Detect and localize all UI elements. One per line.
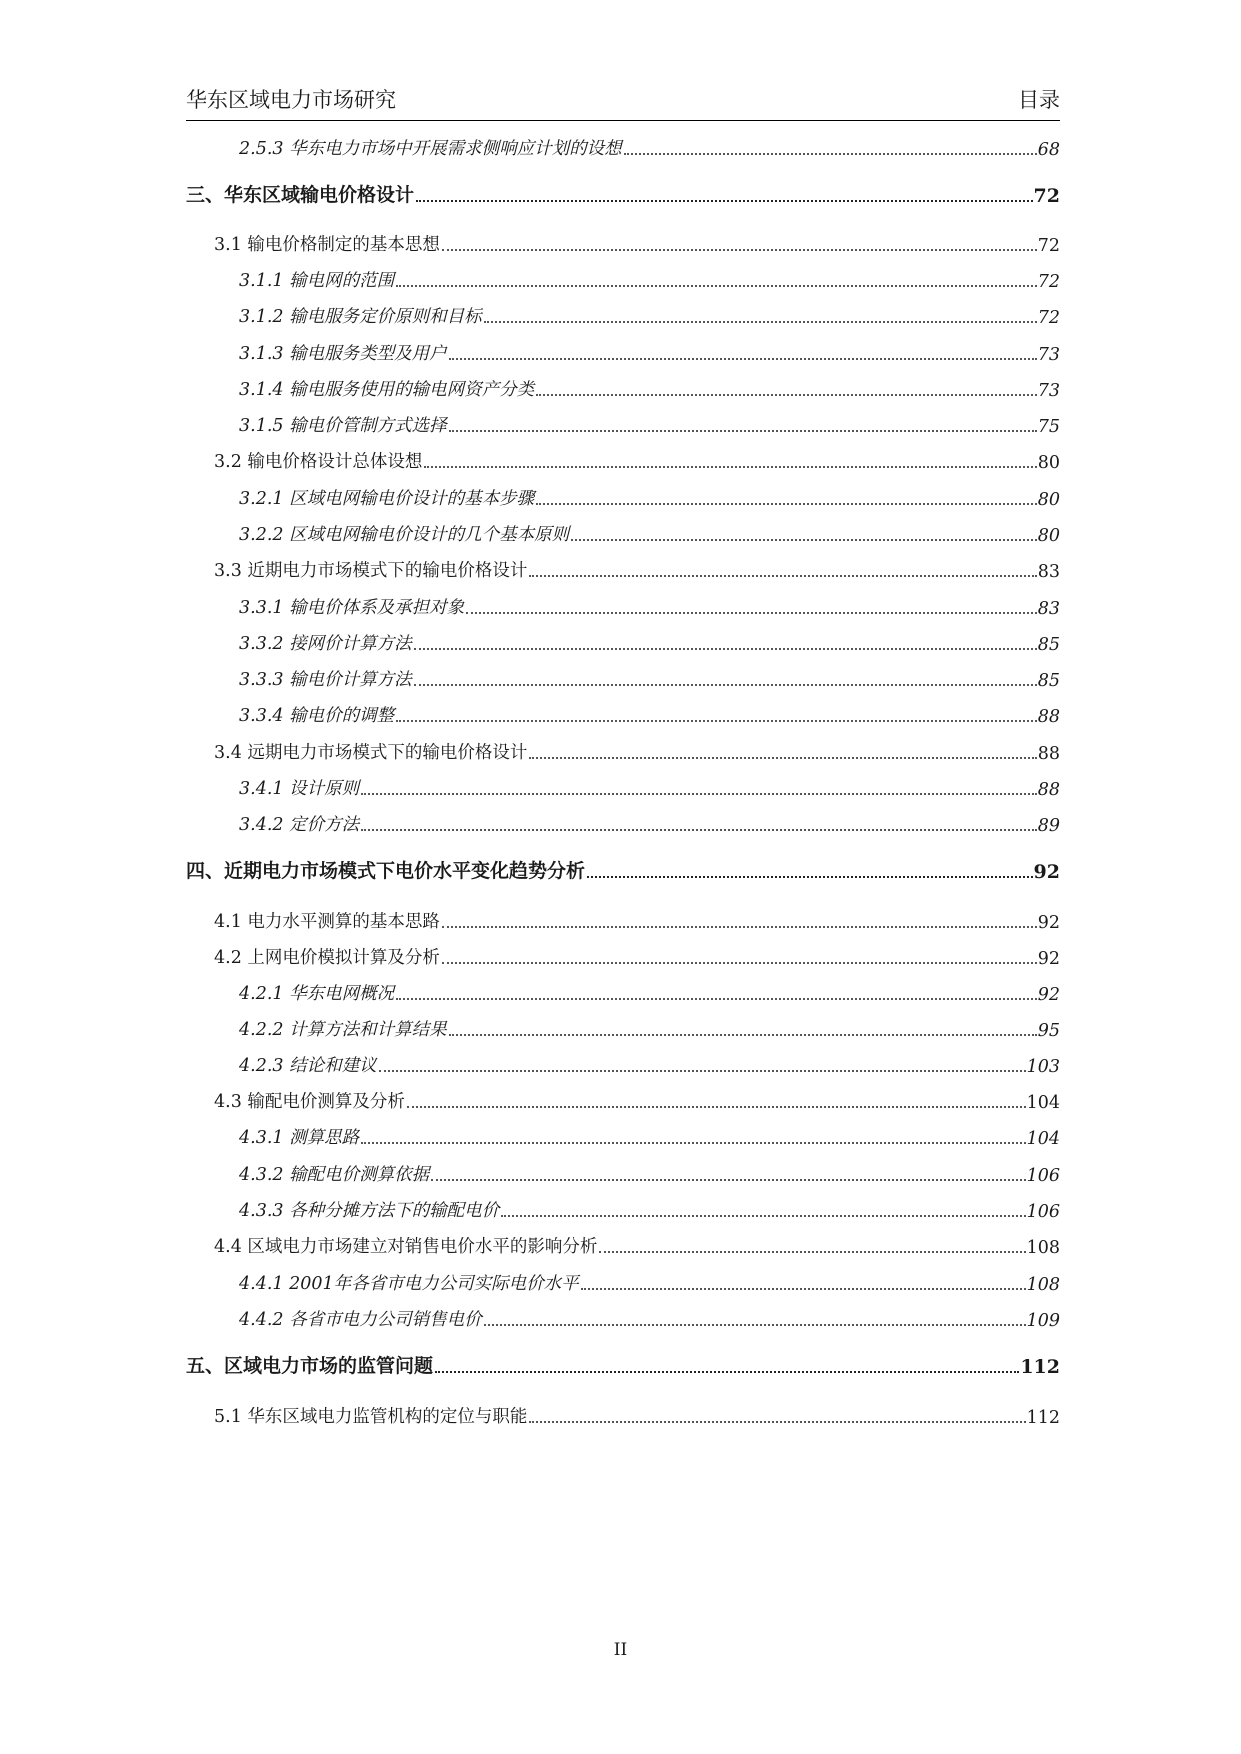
toc-entry-page: 85 <box>1037 635 1060 655</box>
toc-entry-label: 4.3.2 输配电价测算依据 <box>239 1165 430 1185</box>
toc-entry[interactable] <box>186 903 1060 933</box>
toc-entry-page: 83 <box>1037 599 1060 619</box>
toc-entry[interactable] <box>186 1348 1060 1378</box>
toc-entry[interactable] <box>186 1228 1060 1258</box>
dot-leader <box>529 1420 1025 1423</box>
toc-entry-page: 75 <box>1037 417 1060 437</box>
dot-leader <box>361 1141 1026 1144</box>
toc-entry-label: 3.3.4 输电价的调整 <box>239 706 395 726</box>
toc-entry[interactable] <box>186 1398 1060 1428</box>
toc-entry-page: 89 <box>1037 816 1060 836</box>
toc-entry[interactable] <box>186 552 1060 582</box>
toc-entry-label: 4.4 区域电力市场建立对销售电价水平的影响分析 <box>214 1237 598 1257</box>
toc-entry-label: 5.1 华东区域电力监管机构的定位与职能 <box>214 1407 528 1427</box>
toc-entry[interactable] <box>186 853 1060 883</box>
toc-entry-page: 72 <box>1033 185 1060 207</box>
toc-entry[interactable] <box>186 975 1060 1005</box>
running-header <box>186 84 1060 121</box>
dot-leader <box>501 1214 1026 1217</box>
toc-entry-page: 72 <box>1037 308 1060 328</box>
dot-leader <box>442 248 1037 251</box>
toc-entry[interactable] <box>186 1083 1060 1113</box>
dot-leader <box>536 502 1037 505</box>
toc-entry-label: 4.2.3 结论和建议 <box>239 1056 377 1076</box>
toc-entry-label: 3.3.3 输电价计算方法 <box>239 670 412 690</box>
toc-entry-label: 四、近期电力市场模式下电价水平变化趋势分析 <box>186 860 586 882</box>
toc-entry-page: 109 <box>1026 1311 1060 1331</box>
dot-leader <box>536 393 1037 396</box>
toc-entry[interactable] <box>186 130 1060 160</box>
dot-leader <box>484 1323 1026 1326</box>
toc-entry-page: 92 <box>1033 861 1060 883</box>
toc-entry[interactable] <box>186 1011 1060 1041</box>
toc-entry-label: 3.2.1 区域电网输电价设计的基本步骤 <box>239 489 535 509</box>
toc-entry-label: 五、区域电力市场的监管问题 <box>186 1355 434 1377</box>
toc-entry-page: 92 <box>1037 913 1060 933</box>
dot-leader <box>581 1287 1026 1290</box>
toc-entry-label: 3.3.1 输电价体系及承担对象 <box>239 598 465 618</box>
toc-entry[interactable] <box>186 661 1060 691</box>
toc-entry-page: 112 <box>1020 1356 1060 1378</box>
toc-entry-page: 92 <box>1037 949 1060 969</box>
dot-leader <box>449 429 1037 432</box>
dot-leader <box>416 199 1033 202</box>
toc-entry-label: 4.1 电力水平测算的基本思路 <box>214 912 440 932</box>
toc-entry-label: 3.2.2 区域电网输电价设计的几个基本原则 <box>239 525 570 545</box>
toc-entry-label: 3.4.2 定价方法 <box>239 815 360 835</box>
toc-entry[interactable] <box>186 516 1060 546</box>
toc-entry[interactable] <box>186 939 1060 969</box>
toc-entry-label: 3.3.2 接网价计算方法 <box>239 634 412 654</box>
toc-entry[interactable] <box>186 298 1060 328</box>
dot-leader <box>407 1105 1026 1108</box>
toc-entry-page: 73 <box>1037 345 1060 365</box>
toc-entry-page: 88 <box>1037 744 1060 764</box>
toc-entry-label: 4.3 输配电价测算及分析 <box>214 1092 405 1112</box>
toc-entry[interactable] <box>186 770 1060 800</box>
toc-entry[interactable] <box>186 371 1060 401</box>
toc-entry-page: 95 <box>1037 1021 1060 1041</box>
toc-entry-page: 106 <box>1026 1202 1060 1222</box>
dot-leader <box>396 719 1037 722</box>
toc-entry-label: 3.1.3 输电服务类型及用户 <box>239 344 447 364</box>
dot-leader <box>442 961 1037 964</box>
toc-entry[interactable] <box>186 1156 1060 1186</box>
toc-entry[interactable] <box>186 335 1060 365</box>
dot-leader <box>379 1069 1026 1072</box>
dot-leader <box>624 152 1037 155</box>
toc-entry-page: 103 <box>1026 1057 1060 1077</box>
toc-entry[interactable] <box>186 1265 1060 1295</box>
toc-entry-label: 3.3 近期电力市场模式下的输电价格设计 <box>214 561 528 581</box>
toc-entry-label: 4.4.2 各省市电力公司销售电价 <box>239 1310 482 1330</box>
dot-leader <box>414 647 1037 650</box>
toc-entry-label: 3.1.2 输电服务定价原则和目标 <box>239 307 482 327</box>
toc-entry-label: 3.1.4 输电服务使用的输电网资产分类 <box>239 380 535 400</box>
toc-entry[interactable] <box>186 1192 1060 1222</box>
dot-leader <box>571 538 1037 541</box>
toc-entry-page: 106 <box>1026 1166 1060 1186</box>
toc-entry-page: 68 <box>1037 140 1060 160</box>
dot-leader <box>449 357 1037 360</box>
toc-entry-page: 108 <box>1026 1275 1060 1295</box>
toc-entry-page: 83 <box>1037 562 1060 582</box>
toc-entry[interactable] <box>186 1047 1060 1077</box>
toc-entry-label: 2.5.3 华东电力市场中开展需求侧响应计划的设想 <box>239 139 622 159</box>
toc-entry[interactable] <box>186 226 1060 256</box>
toc-entry-label: 3.4.1 设计原则 <box>239 779 360 799</box>
toc-entry-page: 88 <box>1037 780 1060 800</box>
toc-entry-page: 112 <box>1026 1408 1060 1428</box>
toc-entry-page: 85 <box>1037 671 1060 691</box>
page-number: II <box>613 1640 628 1660</box>
dot-leader <box>449 1033 1037 1036</box>
dot-leader <box>396 284 1037 287</box>
toc-entry-page: 80 <box>1037 453 1060 473</box>
toc-entry-label: 4.3.3 各种分摊方法下的输配电价 <box>239 1201 500 1221</box>
dot-leader <box>587 875 1033 878</box>
toc-entry[interactable] <box>186 262 1060 292</box>
toc-entry-label: 4.3.1 测算思路 <box>239 1128 360 1148</box>
toc-entry[interactable] <box>186 625 1060 655</box>
document-title: 华东区域电力市场研究 <box>186 88 396 112</box>
toc-entry-label: 三、华东区域输电价格设计 <box>186 184 415 206</box>
dot-leader <box>529 574 1036 577</box>
toc-entry-page: 104 <box>1026 1093 1060 1113</box>
toc-entry-page: 73 <box>1037 381 1060 401</box>
toc-entry-label: 4.4.1 2001年各省市电力公司实际电价水平 <box>239 1274 579 1294</box>
toc-entry-page: 104 <box>1026 1129 1060 1149</box>
toc-entry-page: 72 <box>1037 236 1060 256</box>
dot-leader <box>442 925 1037 928</box>
toc-entry[interactable] <box>186 407 1060 437</box>
dot-leader <box>431 1178 1026 1181</box>
toc-entry-page: 92 <box>1037 985 1060 1005</box>
section-label: 目录 <box>1018 88 1060 112</box>
toc-entry[interactable] <box>186 177 1060 207</box>
toc-entry[interactable] <box>186 697 1060 727</box>
toc-entry-page: 80 <box>1037 526 1060 546</box>
dot-leader <box>529 756 1036 759</box>
toc-entry-label: 4.2.1 华东电网概况 <box>239 984 395 1004</box>
dot-leader <box>484 320 1037 323</box>
toc-entry-page: 88 <box>1037 707 1060 727</box>
dot-leader <box>435 1370 1019 1373</box>
toc-entry[interactable] <box>186 443 1060 473</box>
dot-leader <box>599 1250 1025 1253</box>
dot-leader <box>361 828 1037 831</box>
dot-leader <box>396 997 1037 1000</box>
toc-entry[interactable] <box>186 1301 1060 1331</box>
toc-entry-label: 4.2 上网电价模拟计算及分析 <box>214 948 440 968</box>
toc-entry-label: 3.1.1 输电网的范围 <box>239 271 395 291</box>
toc-entry-label: 3.1 输电价格制定的基本思想 <box>214 235 440 255</box>
toc-entry[interactable] <box>186 1119 1060 1149</box>
toc-entry-label: 3.4 远期电力市场模式下的输电价格设计 <box>214 743 528 763</box>
toc-entry-page: 72 <box>1037 272 1060 292</box>
toc-entry-label: 3.1.5 输电价管制方式选择 <box>239 416 447 436</box>
dot-leader <box>414 683 1037 686</box>
dot-leader <box>424 465 1036 468</box>
dot-leader <box>466 611 1037 614</box>
toc-entry[interactable] <box>186 806 1060 836</box>
dot-leader <box>361 792 1037 795</box>
toc-entry-page: 108 <box>1026 1238 1060 1258</box>
toc-entry[interactable] <box>186 480 1060 510</box>
toc-entry[interactable] <box>186 734 1060 764</box>
toc-entry-label: 3.2 输电价格设计总体设想 <box>214 452 423 472</box>
toc-entry[interactable] <box>186 589 1060 619</box>
toc-entry-label: 4.2.2 计算方法和计算结果 <box>239 1020 447 1040</box>
toc-entry-page: 80 <box>1037 490 1060 510</box>
